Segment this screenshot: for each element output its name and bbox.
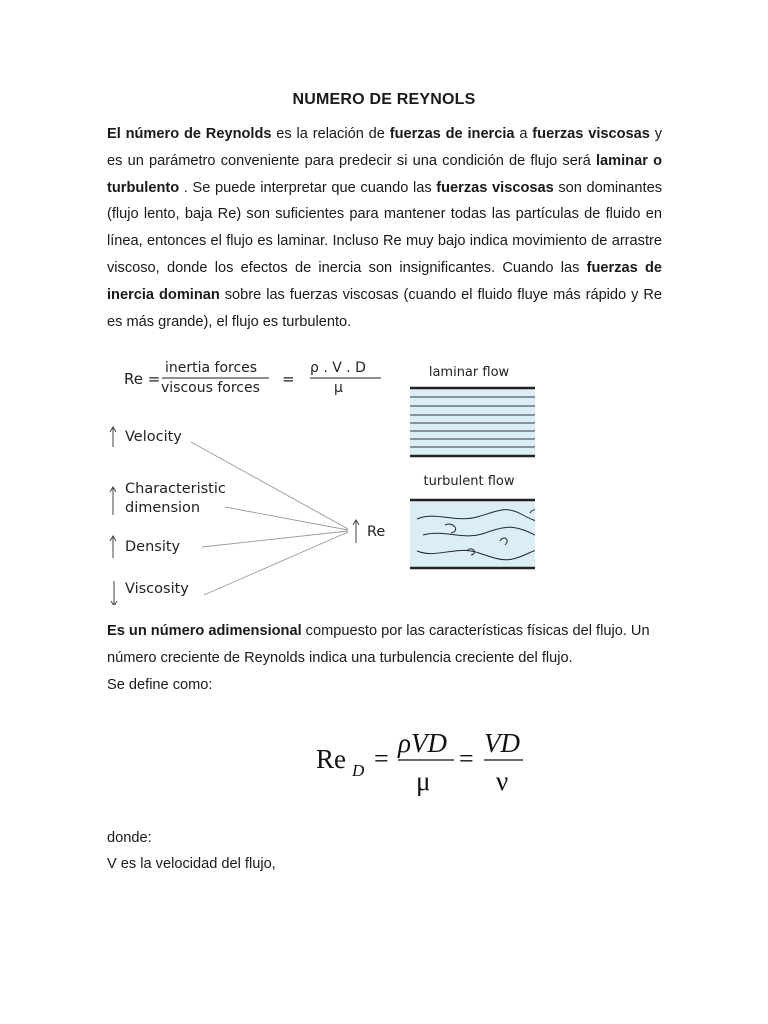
adimensional-paragraph <box>107 618 667 672</box>
numerator-rho-vd: ρVD <box>398 728 447 758</box>
bold-text: fuerzas de inercia <box>389 126 515 142</box>
intro-paragraph <box>107 121 662 335</box>
viscosity-label: Viscosity <box>125 581 189 597</box>
rhs-denominator: μ <box>334 380 343 396</box>
bold-text: fuerzas viscosas <box>436 179 554 196</box>
reynolds-formula <box>312 722 532 800</box>
paragraph-text: es la relación de <box>271 126 390 142</box>
turbulent-flow-label: turbulent flow <box>423 474 515 489</box>
bold-text: fuerzas viscosas <box>532 126 650 142</box>
page-title: NUMERO DE REYNOLS <box>292 91 476 108</box>
subscript-d: D <box>352 761 365 780</box>
characteristic-label: Characteristic <box>125 481 226 497</box>
paragraph-text: y es un parámetro conveniente para predecir si una condición de flujo será <box>107 126 663 169</box>
define-paragraph: Se define como: <box>107 677 213 693</box>
denominator-label: viscous forces <box>161 380 260 396</box>
re-label: Re = <box>124 370 161 388</box>
connector-arrow <box>202 531 348 547</box>
paragraph-text: son dominantes (flujo lento, baja Re) son suficientes para mantener todas las partículas de fluido en línea, entonces el flujo es laminar. Incluso Re muy bajo indica movimiento de arrastre viscoso, donde los efectos de inercia son insignificantes. Cuando las <box>107 179 662 276</box>
bold-text: El número de Reynolds <box>107 126 272 142</box>
paragraph-text: . Se puede interpretar que cuando las <box>179 179 437 196</box>
velocity-label: Velocity <box>125 429 182 445</box>
laminar-channel <box>410 389 535 455</box>
numerator-vd: VD <box>484 728 520 758</box>
paragraph-text: a <box>514 126 533 142</box>
equals-sign: = <box>374 744 389 773</box>
paragraph-text: compuesto por las características físicas del flujo. Un número creciente de Reynolds indica una turbulencia creciente del flujo. <box>107 623 650 666</box>
donde-paragraph: donde: <box>107 830 152 846</box>
re-result-label: Re <box>367 524 386 540</box>
numerator-label: inertia forces <box>165 360 258 376</box>
denominator-mu: μ <box>416 766 431 796</box>
dimension-label: dimension <box>125 500 201 516</box>
rhs-numerator: ρ . V . D <box>310 360 366 376</box>
bold-text: Es un número adimensional <box>107 623 302 639</box>
bold-text: laminar o turbulento <box>107 152 662 196</box>
density-label: Density <box>125 539 181 555</box>
bold-text: fuerzas de inercia dominan <box>107 259 662 303</box>
reynolds-diagram <box>105 355 535 605</box>
equals-sign: = <box>459 744 474 773</box>
paragraph-text: sobre las fuerzas viscosas (cuando el fluido fluye más rápido y Re es más grande), el flujo es turbulento. <box>107 286 662 330</box>
denominator-nu: ν <box>496 766 509 796</box>
equals-sign: = <box>282 370 295 388</box>
re-symbol: Re <box>316 744 346 774</box>
velocity-definition: V es la velocidad del flujo, <box>107 856 276 872</box>
laminar-flow-label: laminar flow <box>428 365 510 380</box>
connector-arrow <box>204 532 348 595</box>
